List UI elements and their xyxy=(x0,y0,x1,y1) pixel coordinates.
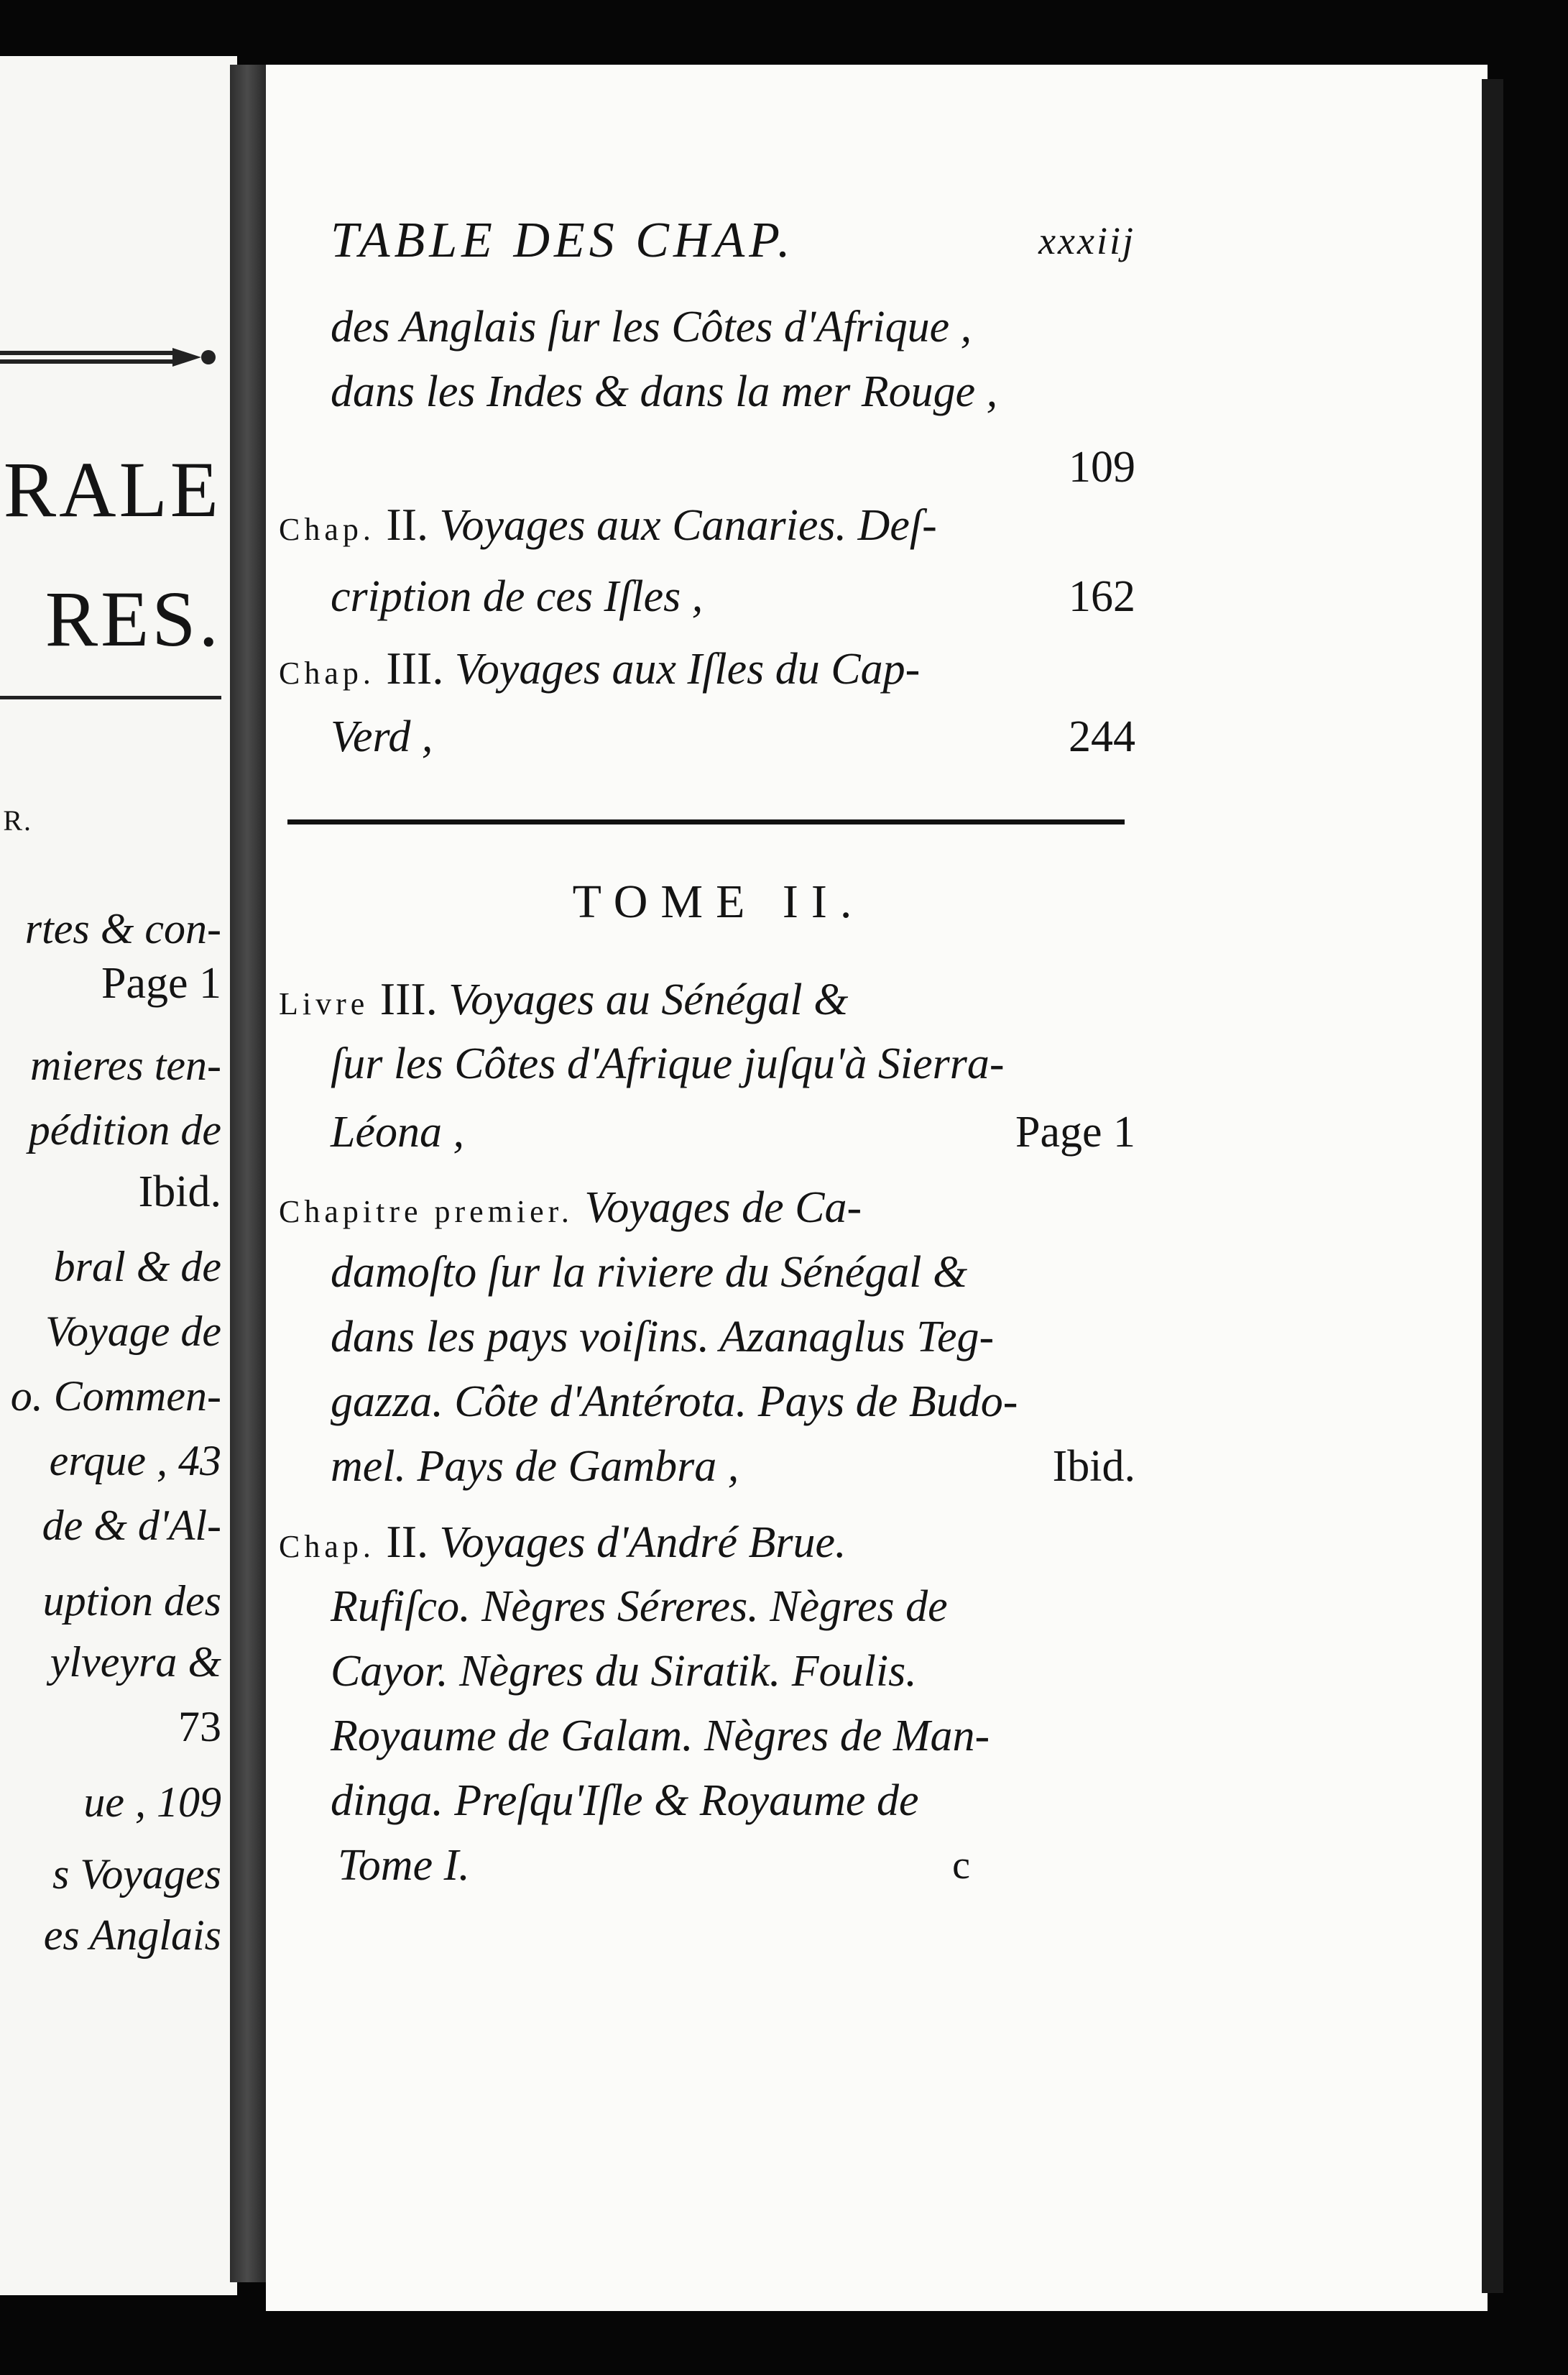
toc-entry-line xyxy=(331,1438,1135,1495)
toc-entry-line: dans les Indes & dans la mer Rouge , xyxy=(331,367,998,416)
toc-entry-livre-iii xyxy=(279,970,1138,1033)
left-fragment-line: ylveyra & xyxy=(50,1638,221,1686)
footer-signature: Tome I. xyxy=(338,1841,470,1890)
left-fragment-line: s Voyages xyxy=(52,1850,221,1898)
toc-entry-chap-ii-tome-ii xyxy=(279,1513,1138,1576)
left-fragment-line: uption des xyxy=(42,1577,221,1625)
chapter-label: Chap. xyxy=(279,512,375,547)
left-fragment-line: RES. xyxy=(45,575,221,663)
left-fragment-line: Page 1 xyxy=(101,959,221,1008)
left-fragment-line: mieres ten- xyxy=(29,1042,221,1089)
chapter-number: II. xyxy=(386,1516,429,1567)
left-fragment-line: 73 xyxy=(178,1703,221,1750)
toc-entry-line: des Anglais ſur les Côtes d'Afrique , xyxy=(331,303,972,352)
page-footer xyxy=(338,1837,970,1894)
toc-entry-line: ſur les Côtes d'Afrique juſqu'à Sierra- xyxy=(331,1039,1005,1088)
volume-heading: TOME II. xyxy=(572,876,865,928)
folio-number: xxxiij xyxy=(1038,219,1135,262)
chapter-title-line: Voyages de Ca- xyxy=(584,1183,862,1232)
chapter-number: II. xyxy=(386,499,429,550)
left-fragment-line: Voyage de xyxy=(45,1308,221,1355)
section-rule xyxy=(287,819,1125,824)
chapter-label: Chapitre premier. xyxy=(279,1194,573,1229)
page-number: 109 xyxy=(1069,443,1135,492)
page-number: Ibid. xyxy=(1052,1442,1135,1491)
chapter-title-line: Voyages d'André Brue. xyxy=(439,1518,847,1567)
left-fragment-line: RALE xyxy=(3,446,221,533)
toc-entry-line xyxy=(331,1103,1135,1161)
left-fragment-line: R. xyxy=(3,804,32,837)
left-fragment-line: pédition de xyxy=(28,1106,221,1154)
left-fragment-line: o. Commen- xyxy=(10,1372,221,1420)
left-fragment-line: bral & de xyxy=(53,1243,221,1290)
chapter-title-line: cription de ces Iſles , xyxy=(331,572,704,621)
chapter-label: Chap. xyxy=(279,656,375,691)
toc-entry-line: Rufiſco. Nègres Séreres. Nègres de xyxy=(331,1582,948,1631)
left-fragment-line: Ibid. xyxy=(138,1167,221,1216)
page-number: 162 xyxy=(1069,572,1135,621)
page-number: 244 xyxy=(1069,712,1135,761)
running-header xyxy=(331,212,1135,270)
page-number: Page 1 xyxy=(1015,1108,1135,1157)
left-fragment-line: es Anglais xyxy=(43,1911,221,1959)
page-edge xyxy=(1482,79,1503,2293)
livre-number: III. xyxy=(379,973,438,1024)
toc-entry-line: dinga. Preſqu'Iſle & Royaume de xyxy=(331,1776,919,1825)
toc-entry-line: dans les pays voiſins. Azanaglus Teg- xyxy=(331,1313,995,1361)
toc-entry-line xyxy=(331,708,1135,766)
toc-entry-chap-iii xyxy=(279,640,1138,702)
ornament-rule-icon xyxy=(0,344,230,372)
toc-entry-chapitre-premier xyxy=(279,1179,1138,1241)
toc-entry-page xyxy=(331,438,1135,496)
left-fragment-line: erque , 43 xyxy=(49,1437,221,1484)
left-page-fragment xyxy=(0,56,237,2295)
livre-label: Livre xyxy=(279,986,369,1021)
chapter-title-line: Voyages aux Iſles du Cap- xyxy=(454,645,921,694)
livre-title-line: Léona , xyxy=(331,1108,464,1157)
left-fragment-line: de & d'Al- xyxy=(42,1502,221,1549)
toc-entry-line: Cayor. Nègres du Siratik. Foulis. xyxy=(331,1647,917,1696)
toc-entry-chap-ii xyxy=(279,496,1138,559)
toc-entry-line: gazza. Côte d'Antérota. Pays de Budo- xyxy=(331,1377,1018,1426)
left-fragment-line: rtes & con- xyxy=(24,905,221,952)
toc-entry-line: damoſto ſur la riviere du Sénégal & xyxy=(331,1248,968,1297)
toc-entry-line xyxy=(331,568,1135,625)
signature-mark: c xyxy=(952,1843,970,1888)
chapter-title-line: Voyages aux Canaries. Deſ- xyxy=(439,501,937,550)
chapter-title-line: Verd , xyxy=(331,712,433,761)
toc-entry-line: Royaume de Galam. Nègres de Man- xyxy=(331,1712,990,1760)
chapter-title-line: mel. Pays de Gambra , xyxy=(331,1442,739,1491)
chapter-number: III. xyxy=(386,643,444,694)
left-fragment-line: ue , 109 xyxy=(83,1778,221,1826)
running-header-title: TABLE DES CHAP. xyxy=(331,213,795,268)
left-rule xyxy=(0,696,221,699)
livre-title-line: Voyages au Sénégal & xyxy=(448,975,849,1024)
chapter-label: Chap. xyxy=(279,1529,375,1564)
